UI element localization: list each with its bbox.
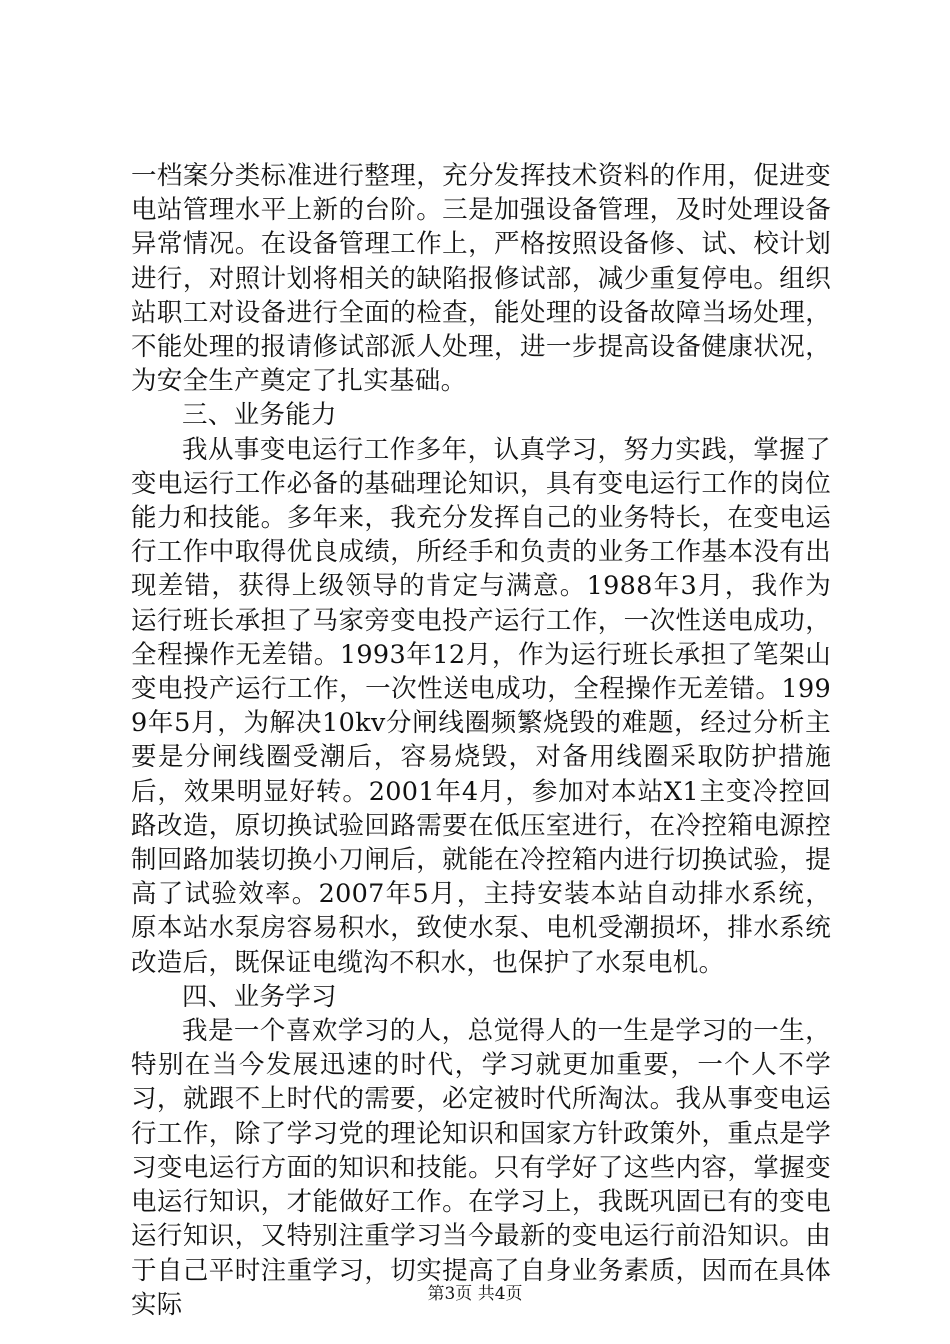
paragraph-equipment-management: 一档案分类标准进行整理，充分发挥技术资料的作用，促进变电站管理水平上新的台阶。三是加强设备管理，及时处理设备异常情况。在设备管理工作上，严格按照设备修、试、校计划进行，对照计划将相关的缺陷报修试部，减少重复停电。组织站职工对设备进行全面的检查，能处理的设备故障当场处理，不能处理的报请修试部派人处理，进一步提高设备健康状况，为安全生产奠定了扎实基础。 [131,161,831,397]
paragraph-business-study: 我是一个喜欢学习的人，总觉得人的一生是学习的一生，特别在当今发展迅速的时代，学习就更加重要，一个人不学习，就跟不上时代的需要，必定被时代所淘汰。我从事变电运行工作，除了学习党的理论知识和国家方针政策外，重点是学习变电运行方面的知识和技能。只有学好了这些内容，掌握变电运行知识，才能做好工作。在学习上，我既巩固已有的变电运行知识，又特别注重学习当今最新的变电运行前沿知识。由于自己平时注重学习，切实提高了自身业务素质，因而在具体实际 [131,1016,831,1320]
section-heading-business-ability: 三、业务能力 [182,400,337,431]
paragraph-business-ability: 我从事变电运行工作多年，认真学习，努力实践，掌握了变电运行工作必备的基础理论知识，具有变电运行工作的岗位能力和技能。多年来，我充分发挥自己的业务特长，在变电运行工作中取得优良成绩，所经手和负责的业务工作基本没有出现差错，获得上级领导的肯定与满意。1988年3月，我作为运行班长承担了马家旁变电投产运行工作，一次性送电成功，全程操作无差错。1993年12月，作为运行班长承担了笔架山变电投产运行工作，一次性送电成功，全程操作无差错。1999年5月，为解决10kv分闸线圈频繁烧毁的难题，经过分析主要是分闸线圈受潮后，容易烧毁，对备用线圈采取防护措施后，效果明显好转。2001年4月，参加对本站X1主变冷控回路改造，原切换试验回路需要在低压室进行，在冷控箱电源控制回路加装切换小刀闸后，就能在冷控箱内进行切换试验，提高了试验效率。2007年5月，主持安装本站自动排水系统，原本站水泵房容易积水，致使水泵、电机受潮损坏，排水系统改造后，既保证电缆沟不积水，也保护了水泵电机。 [131,434,831,978]
document-body [131,159,831,1322]
page-number-footer: 第3页 共4页 [427,1284,523,1304]
section-heading-business-study: 四、业务学习 [182,981,337,1012]
